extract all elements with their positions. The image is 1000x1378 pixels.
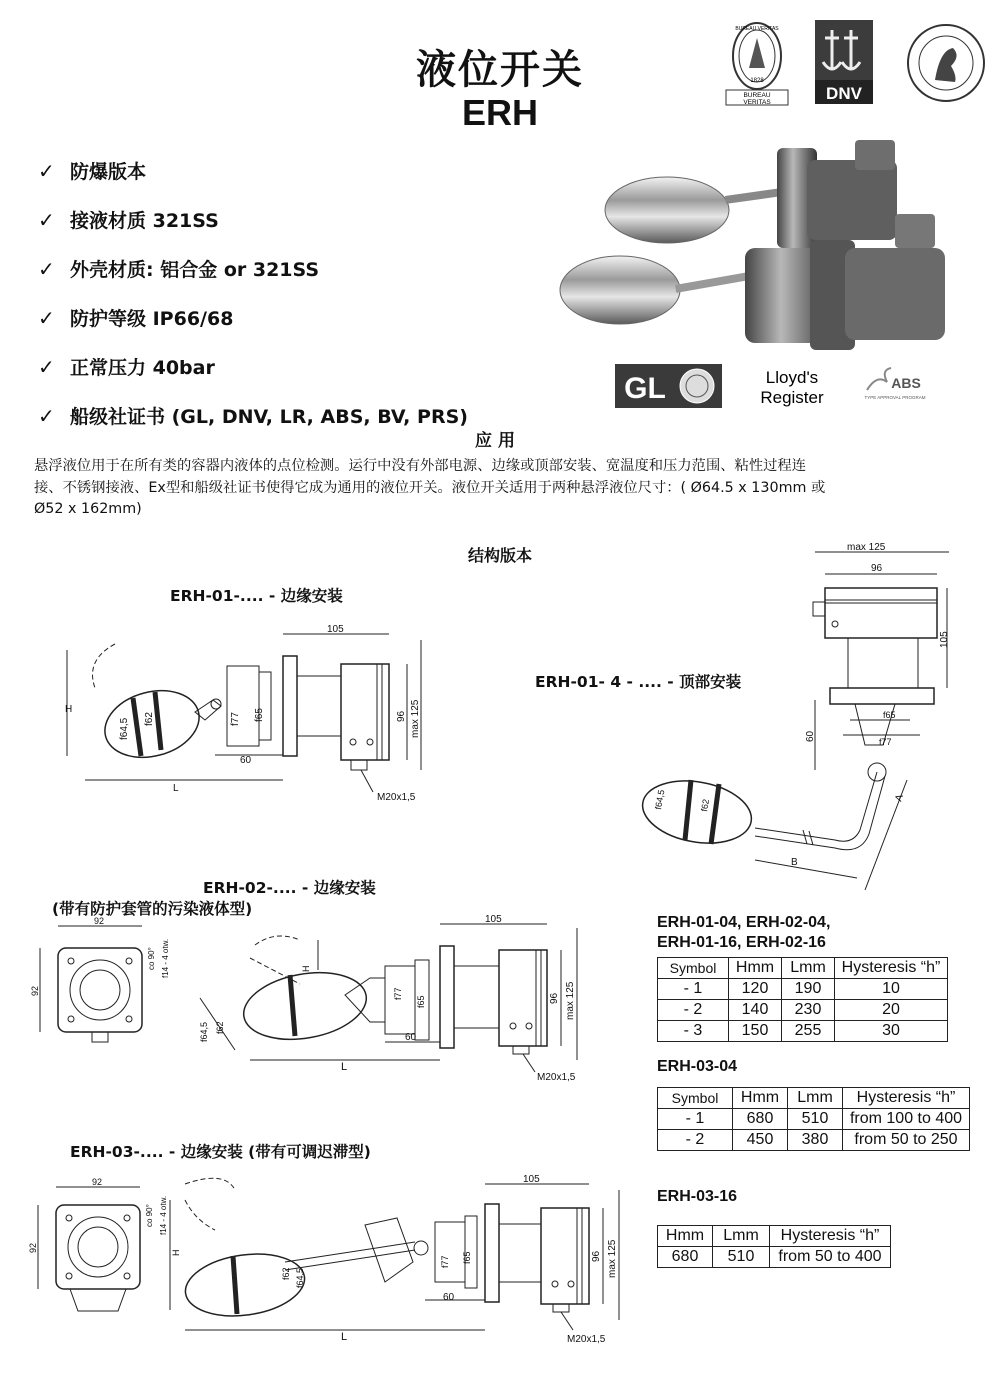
top-dim-f65: f65 bbox=[883, 710, 896, 720]
table-header-row: Hmm Lmm Hysteresis “h” bbox=[658, 1226, 891, 1247]
erh03-dim-f645: f64,5 bbox=[295, 1267, 305, 1288]
erh03-label: ERH-03-.... - 边缘安装 (带有可调迟滞型) bbox=[70, 1143, 371, 1161]
erh03-front-view bbox=[30, 1175, 170, 1323]
top-dim-f62: f62 bbox=[699, 798, 712, 813]
erh02-dim-f645: f64,5 bbox=[199, 1021, 209, 1042]
register-text: Register bbox=[760, 388, 824, 407]
structure-heading: 结构版本 bbox=[467, 546, 532, 565]
erh02-dim-105: 105 bbox=[485, 914, 502, 925]
dnv-logo bbox=[815, 20, 873, 104]
table1 bbox=[657, 957, 948, 1042]
table-row: - 3 150 255 30 bbox=[658, 1021, 948, 1042]
table-row: - 1 680 510 from 100 to 400 bbox=[658, 1109, 970, 1130]
top-dim-f645: f64,5 bbox=[653, 788, 667, 811]
table3 bbox=[657, 1225, 891, 1268]
erh03-dim-f65: f65 bbox=[462, 1251, 472, 1264]
dim-f65: f65 bbox=[254, 708, 265, 722]
erh01-4-drawing bbox=[615, 540, 960, 890]
feature-item: ✓ 接液材质 321SS bbox=[38, 207, 219, 232]
lloyds-text: Lloyd's bbox=[765, 368, 819, 387]
dim-96: 96 bbox=[396, 710, 407, 722]
erh03-dim-96: 96 bbox=[591, 1250, 602, 1262]
erh02-dim-H: H bbox=[301, 965, 311, 972]
dnv-text: DNV bbox=[826, 84, 862, 103]
bureau-veritas-logo bbox=[722, 18, 792, 106]
top-dim-A: A bbox=[893, 793, 906, 803]
erh02-sub-label: (带有防护套管的污染液体型) bbox=[52, 900, 253, 918]
erh02-dim-L: L bbox=[341, 1061, 348, 1073]
erh03-dim-L: L bbox=[341, 1331, 348, 1343]
table1-title-1: ERH-01-04, ERH-02-04, bbox=[657, 914, 831, 931]
table-row: - 2 140 230 20 bbox=[658, 1000, 948, 1021]
check-icon: ✓ bbox=[38, 403, 55, 428]
prs-logo bbox=[905, 20, 987, 106]
product-photo bbox=[555, 130, 965, 358]
feature-item: ✓ 外壳材质: 铝合金 or 321SS bbox=[38, 256, 320, 281]
dim-H: H bbox=[65, 704, 73, 715]
check-icon: ✓ bbox=[38, 207, 55, 232]
application-heading: 应 用 bbox=[475, 431, 515, 451]
table3-title: ERH-03-16 bbox=[657, 1188, 738, 1205]
abs-logo bbox=[862, 368, 928, 402]
erh03-dim-m20: M20x1,5 bbox=[567, 1334, 606, 1345]
table-header-row: Symbol Hmm Lmm Hysteresis “h” bbox=[658, 958, 948, 979]
dim-L: L bbox=[173, 783, 179, 794]
erh01-4-label: ERH-01- 4 - .... - 顶部安装 bbox=[535, 673, 742, 691]
erh02-dim-92-side: 92 bbox=[30, 985, 40, 996]
erh03-dim-f77: f77 bbox=[440, 1255, 450, 1268]
check-icon: ✓ bbox=[38, 354, 55, 379]
erh02-dim-f65: f65 bbox=[416, 995, 426, 1008]
table2-title: ERH-03-04 bbox=[657, 1058, 738, 1075]
table2-block bbox=[657, 1057, 970, 1151]
check-icon: ✓ bbox=[38, 256, 55, 281]
check-icon: ✓ bbox=[38, 158, 55, 183]
dim-f77: f77 bbox=[230, 712, 241, 726]
abs-text: ABS bbox=[891, 375, 921, 391]
page-title: 液位开关 bbox=[416, 47, 584, 93]
bv-bottom-text-2: VERITAS bbox=[743, 99, 771, 106]
table-row: - 2 450 380 from 50 to 250 bbox=[658, 1130, 970, 1151]
table1-title-2: ERH-01-16, ERH-02-16 bbox=[657, 934, 826, 951]
table1-block bbox=[657, 913, 948, 1042]
application-text: 悬浮液位用于在所有类的容器内液体的点位检测。运行中没有外部电源、边缘或顶部安装、宽温度和压力范围、粘性过程连 接、不锈钢接液、Ex型和船级社证书使得它成为通用的液位开关。液位开关适用于两种悬浮液位尺寸：( Ø64.5 x 130mm 或 Ø52 x 162mm) bbox=[34, 458, 826, 517]
gl-text: GL bbox=[624, 372, 666, 405]
top-dim-60: 60 bbox=[805, 730, 816, 742]
erh03-dim-f14: f14 - 4 otw. bbox=[159, 1195, 168, 1235]
erh03-side-view bbox=[165, 1170, 645, 1350]
dim-105: 105 bbox=[327, 624, 344, 635]
model-title: ERH bbox=[461, 92, 538, 133]
erh02-dim-60: 60 bbox=[405, 1032, 417, 1043]
dim-max125: max 125 bbox=[410, 699, 421, 738]
dim-m20: M20x1,5 bbox=[377, 792, 416, 803]
table-row: 680 510 from 50 to 400 bbox=[658, 1247, 891, 1268]
erh02-dim-f14: f14 - 4 otw. bbox=[161, 938, 170, 978]
erh02-side-view bbox=[195, 910, 595, 1090]
bv-bottom-text-1: BUREAU bbox=[743, 92, 771, 99]
erh03-dim-H: H bbox=[171, 1249, 181, 1256]
erh02-dim-f62: f62 bbox=[215, 1021, 225, 1034]
erh03-dim-f62: f62 bbox=[281, 1267, 291, 1280]
erh02-front-view bbox=[32, 918, 172, 1058]
table2 bbox=[657, 1087, 970, 1151]
feature-list bbox=[38, 146, 558, 440]
top-dim-f77: f77 bbox=[879, 737, 892, 747]
erh03-dim-92-side: 92 bbox=[28, 1242, 38, 1253]
top-dim-max125: max 125 bbox=[847, 542, 886, 553]
erh03-dim-co90: co 90° bbox=[145, 1204, 154, 1227]
check-icon: ✓ bbox=[38, 305, 55, 330]
top-dim-B: B bbox=[791, 857, 798, 868]
erh02-dim-max125: max 125 bbox=[565, 981, 576, 1020]
top-dim-96: 96 bbox=[871, 563, 883, 574]
erh03-dim-92-top: 92 bbox=[92, 1177, 103, 1187]
erh01-label: ERH-01-.... - 边缘安装 bbox=[170, 587, 343, 605]
top-dim-105: 105 bbox=[939, 631, 950, 648]
bv-year-text: 1828 bbox=[750, 78, 764, 84]
erh03-dim-max125: max 125 bbox=[607, 1239, 618, 1278]
feature-item: ✓ 防爆版本 bbox=[38, 158, 147, 183]
dim-60: 60 bbox=[240, 755, 252, 766]
bv-top-text: BUREAU VERITAS bbox=[735, 26, 779, 32]
erh02-dim-co90: co 90° bbox=[147, 947, 156, 970]
table3-block bbox=[657, 1187, 891, 1268]
erh03-dim-60: 60 bbox=[443, 1292, 455, 1303]
gl-logo bbox=[615, 364, 722, 408]
dim-f62: f62 bbox=[144, 712, 155, 726]
abs-sub-text: TYPE APPROVAL PROGRAM bbox=[864, 395, 926, 400]
table-row: - 1 120 190 10 bbox=[658, 979, 948, 1000]
erh02-dim-m20: M20x1,5 bbox=[537, 1072, 576, 1083]
lloyds-register-logo bbox=[750, 363, 835, 409]
dim-f645: f64,5 bbox=[119, 717, 130, 740]
erh02-dim-96: 96 bbox=[549, 992, 560, 1004]
feature-item: ✓ 船级社证书 (GL, DNV, LR, ABS, BV, PRS) bbox=[38, 403, 468, 428]
erh01-drawing bbox=[55, 620, 420, 810]
erh02-label: ERH-02-.... - 边缘安装 bbox=[203, 879, 376, 897]
table-header-row: Symbol Hmm Lmm Hysteresis “h” bbox=[658, 1088, 970, 1109]
feature-item: ✓ 正常压力 40bar bbox=[38, 354, 215, 379]
erh02-dim-92-top: 92 bbox=[94, 916, 105, 926]
erh03-dim-105: 105 bbox=[523, 1174, 540, 1185]
erh02-dim-f77: f77 bbox=[393, 987, 403, 1000]
feature-item: ✓ 防护等级 IP66/68 bbox=[38, 305, 234, 330]
